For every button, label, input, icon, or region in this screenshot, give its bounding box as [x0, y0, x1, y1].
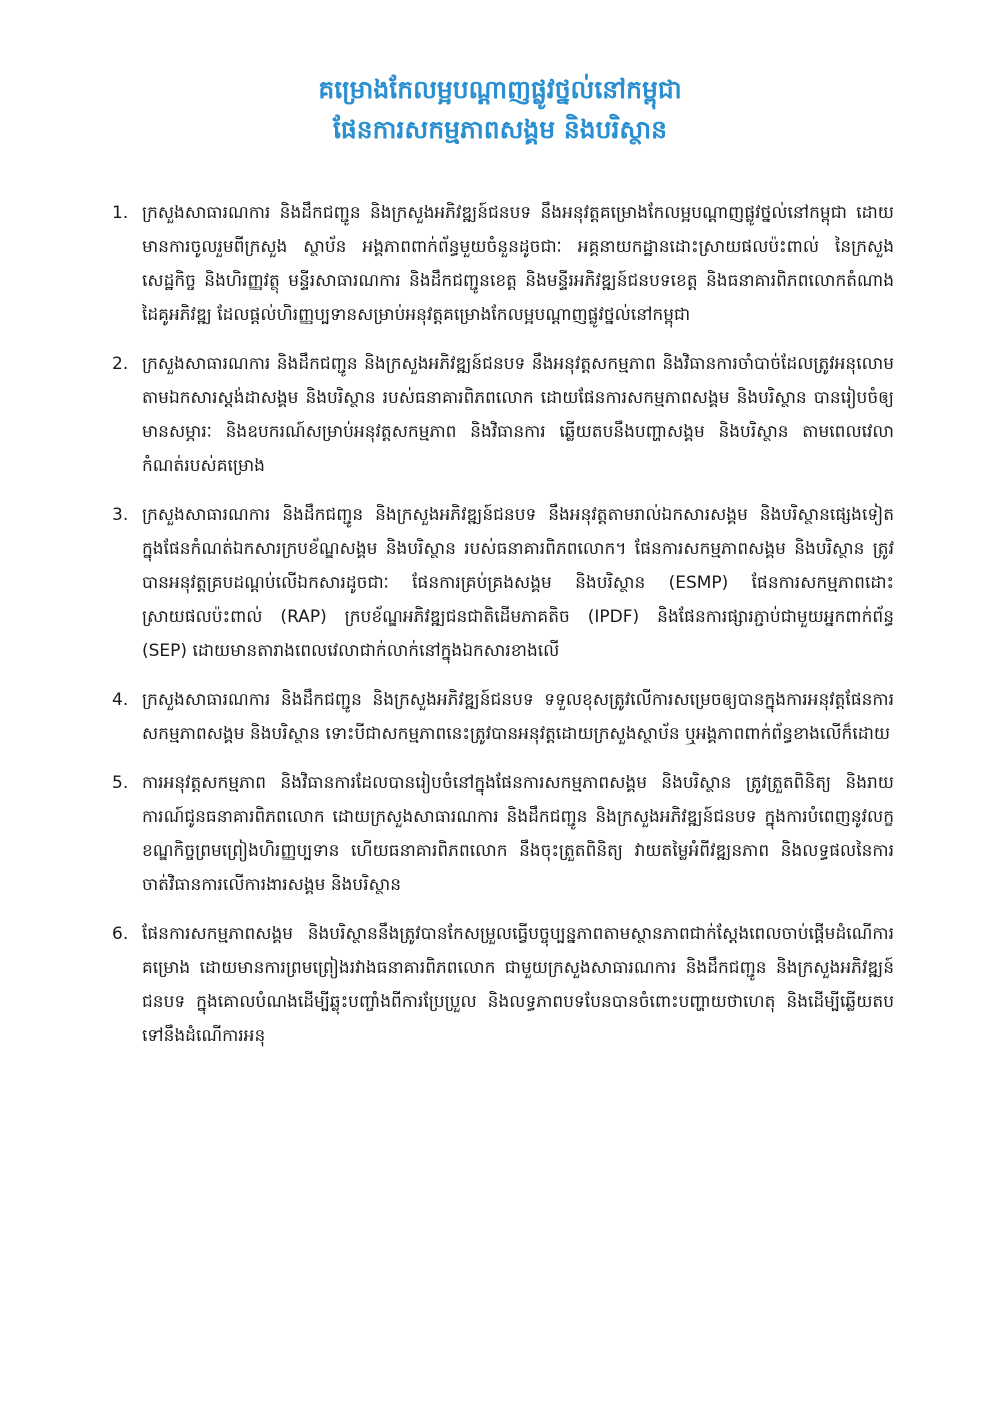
list-item-text: ក្រសួងសាធារណការ និងដឹកជញ្ជូន និងក្រសួងអភិវឌ្ឍន៍ជនបទ នឹងអនុវត្តគម្រោងកែលម្អបណ្ដាញផ្លូវថ្នល់នៅកម្ពុជា ដោយមានការចូលរួមពីក្រសួង ស្ថាប័ន អង្គភាពពាក់ព័ន្ធមួយចំនួនដូចជាៈ អគ្គនាយកដ្ឋានដោះស្រាយផលប៉ះពាល់ នៃក្រសួងសេដ្ឋកិច្ច និងហិរញ្ញវត្ថុ មន្ទីរសាធារណការ និងដឹកជញ្ជូនខេត្ត និងមន្ទីរអភិវឌ្ឍន៍ជនបទខេត្ត និងធនាគារពិភពលោកតំណាងដៃគូអភិវឌ្ឍ ដែលផ្ដល់ហិរញ្ញប្បទានសម្រាប់អនុវត្តគម្រោងកែលម្អបណ្ដាញផ្លូវថ្នល់នៅកម្ពុជា — [142, 203, 894, 325]
list-item-text: ក្រសួងសាធារណការ និងដឹកជញ្ជូន និងក្រសួងអភិវឌ្ឍន៍ជនបទ នឹងអនុវត្តសកម្មភាព និងវិធានការចាំបាច់ដែលត្រូវអនុលោមតាមឯកសារស្ដង់ដាសង្គម និងបរិស្ថាន របស់ធនាគារពិភពលោក ដោយផែនការសកម្មភាពសង្គម និងបរិស្ថាន បានរៀបចំឲ្យមានសម្ភារៈ និងឧបករណ៍សម្រាប់អនុវត្តសកម្មភាព និងវិធានការ ឆ្លើយតបនឹងបញ្ហាសង្គម និងបរិស្ថាន តាមពេលវេលាកំណត់របស់គម្រោង — [142, 354, 894, 476]
list-item-1 — [112, 196, 894, 332]
document-title — [0, 70, 1000, 150]
list-item-number: 6. — [112, 924, 129, 944]
list-item-text: ផែនការសកម្មភាពសង្គម និងបរិស្ថាននឹងត្រូវបានកែសម្រួលធ្វើបច្ចុប្បន្នភាពតាមស្ថានភាពជាក់ស្ដែងពេលចាប់ផ្ដើមដំណើការគម្រោង ដោយមានការព្រមព្រៀងរវាងធនាគារពិភពលោក ជាមួយក្រសួងសាធារណការ និងដឹកជញ្ជូន និងក្រសួងអភិវឌ្ឍន៍ជនបទ ក្នុងគោលបំណងដើម្បីឆ្លុះបញ្ចាំងពីការប្រែប្រួល និងលទ្ធភាពបទបែនបានចំពោះបញ្ហាយថាហេតុ និងដើម្បីឆ្លើយតបទៅនឹងដំណើការអនុ — [142, 924, 894, 1046]
list-item-text: ក្រសួងសាធារណការ និងដឹកជញ្ជូន និងក្រសួងអភិវឌ្ឍន៍ជនបទ ទទួលខុសត្រូវលើការសម្រេចឲ្យបានក្នុងការអនុវត្តផែនការសកម្មភាពសង្គម និងបរិស្ថាន ទោះបីជាសកម្មភាពនេះត្រូវបានអនុវត្តដោយក្រសួងស្ថាប័ន ឬអង្គភាពពាក់ព័ន្ធខាងលើក៏ដោយ — [142, 690, 894, 744]
title-line-project: គម្រោងកែលម្អបណ្ដាញផ្លូវថ្នល់នៅកម្ពុជា — [318, 75, 682, 104]
list-item-number: 5. — [112, 773, 129, 793]
list-item-3 — [112, 498, 894, 668]
list-item-number: 1. — [112, 203, 129, 223]
numbered-list — [112, 196, 894, 1068]
list-item-6 — [112, 917, 894, 1053]
list-item-number: 4. — [112, 690, 129, 710]
list-item-number: 2. — [112, 354, 129, 374]
list-item-text: ការអនុវត្តសកម្មភាព និងវិធានការដែលបានរៀបចំនៅក្នុងផែនការសកម្មភាពសង្គម និងបរិស្ថាន ត្រូវត្រួតពិនិត្យ និងរាយការណ៍ជូនធនាគារពិភពលោក ដោយក្រសួងសាធារណការ និងដឹកជញ្ជូន និងក្រសួងអភិវឌ្ឍន៍ជនបទ ក្នុងការបំពេញនូវលក្ខខណ្ឌកិច្ចព្រមព្រៀងហិរញ្ញប្បទាន ហើយធនាគារពិភពលោក នឹងចុះត្រួតពិនិត្យ វាយតម្លៃអំពីវឌ្ឍនភាព និងលទ្ធផលនៃការចាត់វិធានការលើការងារសង្គម និងបរិស្ថាន — [142, 773, 894, 895]
list-item-4 — [112, 683, 894, 751]
list-item-text: ក្រសួងសាធារណការ និងដឹកជញ្ជូន និងក្រសួងអភិវឌ្ឍន៍ជនបទ នឹងអនុវត្តតាមរាល់ឯកសារសង្គម និងបរិស្ថានផ្សេងទៀត ក្នុងផែនកំណត់ឯកសារក្របខ័ណ្ឌសង្គម និងបរិស្ថាន របស់ធនាគារពិភពលោក។ ផែនការសកម្មភាពសង្គម និងបរិស្ថាន ត្រូវបានអនុវត្តគ្របដណ្ដប់លើឯកសារដូចជាៈ ផែនការគ្រប់គ្រងសង្គម និងបរិស្ថាន (ESMP) ផែនការសកម្មភាពដោះស្រាយផលប៉ះពាល់ (RAP) ក្របខ័ណ្ឌអភិវឌ្ឍជនជាតិដើមភាគតិច (IPDF) និងផែនការផ្សារភ្ជាប់ជាមួយអ្នកពាក់ព័ន្ធ (SEP) ដោយមានតារាងពេលវេលាជាក់លាក់នៅក្នុងឯកសារខាងលើ — [142, 505, 894, 661]
list-item-5 — [112, 766, 894, 902]
title-line-plan: ផែនការសកម្មភាពសង្គម និងបរិស្ថាន — [332, 115, 668, 144]
list-item-2 — [112, 347, 894, 483]
list-item-number: 3. — [112, 505, 129, 525]
